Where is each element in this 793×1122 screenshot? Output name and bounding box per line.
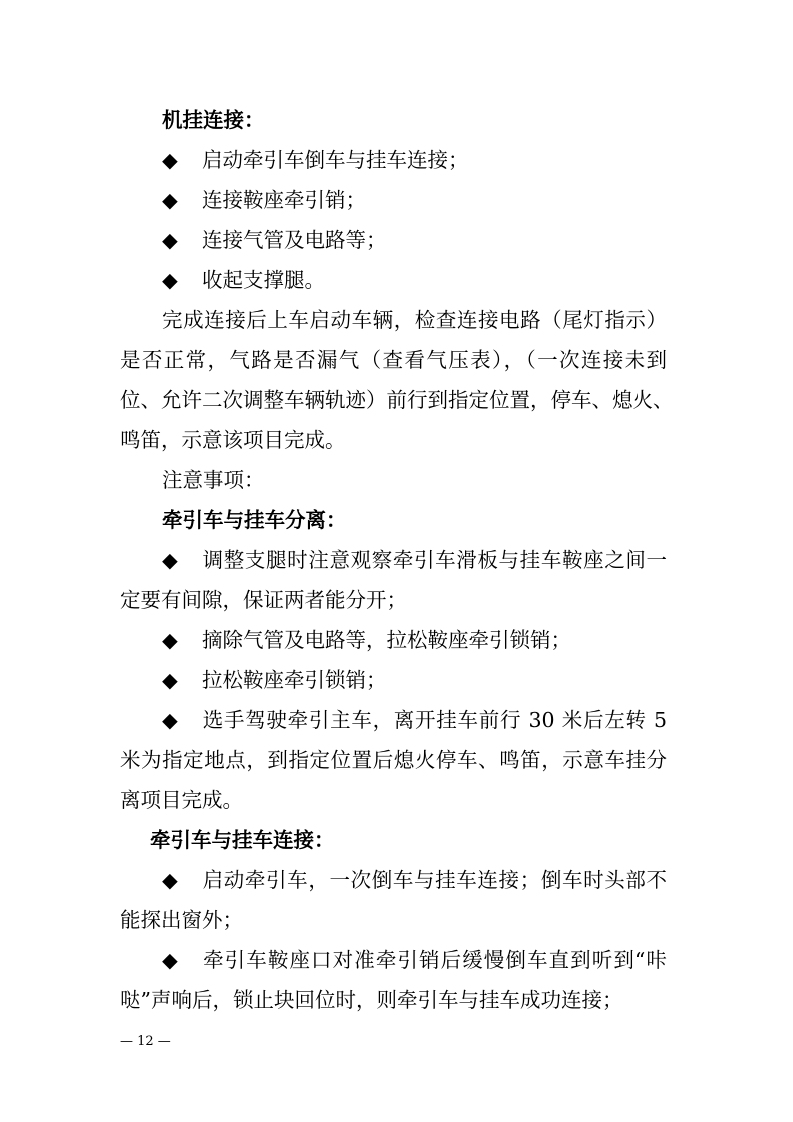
page-number: — 12 — <box>120 1034 171 1049</box>
diamond-bullet-icon: ◆ <box>162 268 178 292</box>
paragraph-line: 完成连接后上车启动车辆，检查连接电路（尾灯指示） <box>162 308 667 332</box>
list-item <box>162 666 387 694</box>
list-item-text: 启动牵引车，一次倒车与挂车连接；倒车时头部不 <box>202 868 667 892</box>
diamond-bullet-icon: ◆ <box>162 188 178 212</box>
diamond-bullet-icon: ◆ <box>162 148 178 172</box>
list-item-text: 连接气管及电路等； <box>202 228 387 252</box>
list-item-text: 摘除气管及电路等，拉松鞍座牵引锁销； <box>202 628 571 652</box>
list-item-text: 牵引车鞍座口对准牵引销后缓慢倒车直到听到“咔 <box>202 948 667 972</box>
list-item-text: 拉松鞍座牵引锁销； <box>202 668 387 692</box>
list-item-text: 收起支撑腿。 <box>202 268 325 292</box>
diamond-bullet-icon: ◆ <box>162 548 178 572</box>
section-heading-connection: 牵引车与挂车连接： <box>150 828 335 852</box>
list-item-continuation: 哒”声响后，锁止块回位时，则牵引车与挂车成功连接； <box>120 988 623 1012</box>
list-item <box>162 146 469 174</box>
list-item <box>162 946 667 974</box>
paragraph-line: 是否正常，气路是否漏气（查看气压表），（一次连接未到 <box>120 348 667 372</box>
list-item-continuation: 定要有间隙，保证两者能分开； <box>120 588 407 612</box>
list-item <box>162 866 667 894</box>
diamond-bullet-icon: ◆ <box>162 868 178 892</box>
diamond-bullet-icon: ◆ <box>162 628 178 652</box>
list-item-text: 连接鞍座牵引销； <box>202 188 366 212</box>
list-item <box>162 546 667 574</box>
list-item-text: 启动牵引车倒车与挂车连接； <box>202 148 469 172</box>
list-item-continuation: 离项目完成。 <box>120 788 243 812</box>
list-item-text: 调整支腿时注意观察牵引车滑板与挂车鞍座之间一 <box>202 548 667 572</box>
list-item-continuation: 能探出窗外； <box>120 908 243 932</box>
list-item <box>162 626 571 654</box>
section-heading-separation: 牵引车与挂车分离： <box>162 508 347 532</box>
section-heading-machine-hitch: 机挂连接： <box>162 108 265 132</box>
list-item <box>162 226 387 254</box>
diamond-bullet-icon: ◆ <box>162 228 178 252</box>
list-item <box>162 706 667 734</box>
list-item-text: 选手驾驶牵引主车，离开挂车前行 30 米后左转 5 <box>202 708 667 732</box>
diamond-bullet-icon: ◆ <box>162 708 178 732</box>
diamond-bullet-icon: ◆ <box>162 948 178 972</box>
list-item <box>162 186 366 214</box>
diamond-bullet-icon: ◆ <box>162 668 178 692</box>
paragraph-line: 鸣笛，示意该项目完成。 <box>120 428 346 452</box>
paragraph-line: 位、允许二次调整车辆轨迹）前行到指定位置，停车、熄火、 <box>120 388 674 412</box>
notice-label: 注意事项： <box>162 468 265 492</box>
list-item-continuation: 米为指定地点，到指定位置后熄火停车、鸣笛，示意车挂分 <box>120 748 667 772</box>
list-item <box>162 266 325 294</box>
